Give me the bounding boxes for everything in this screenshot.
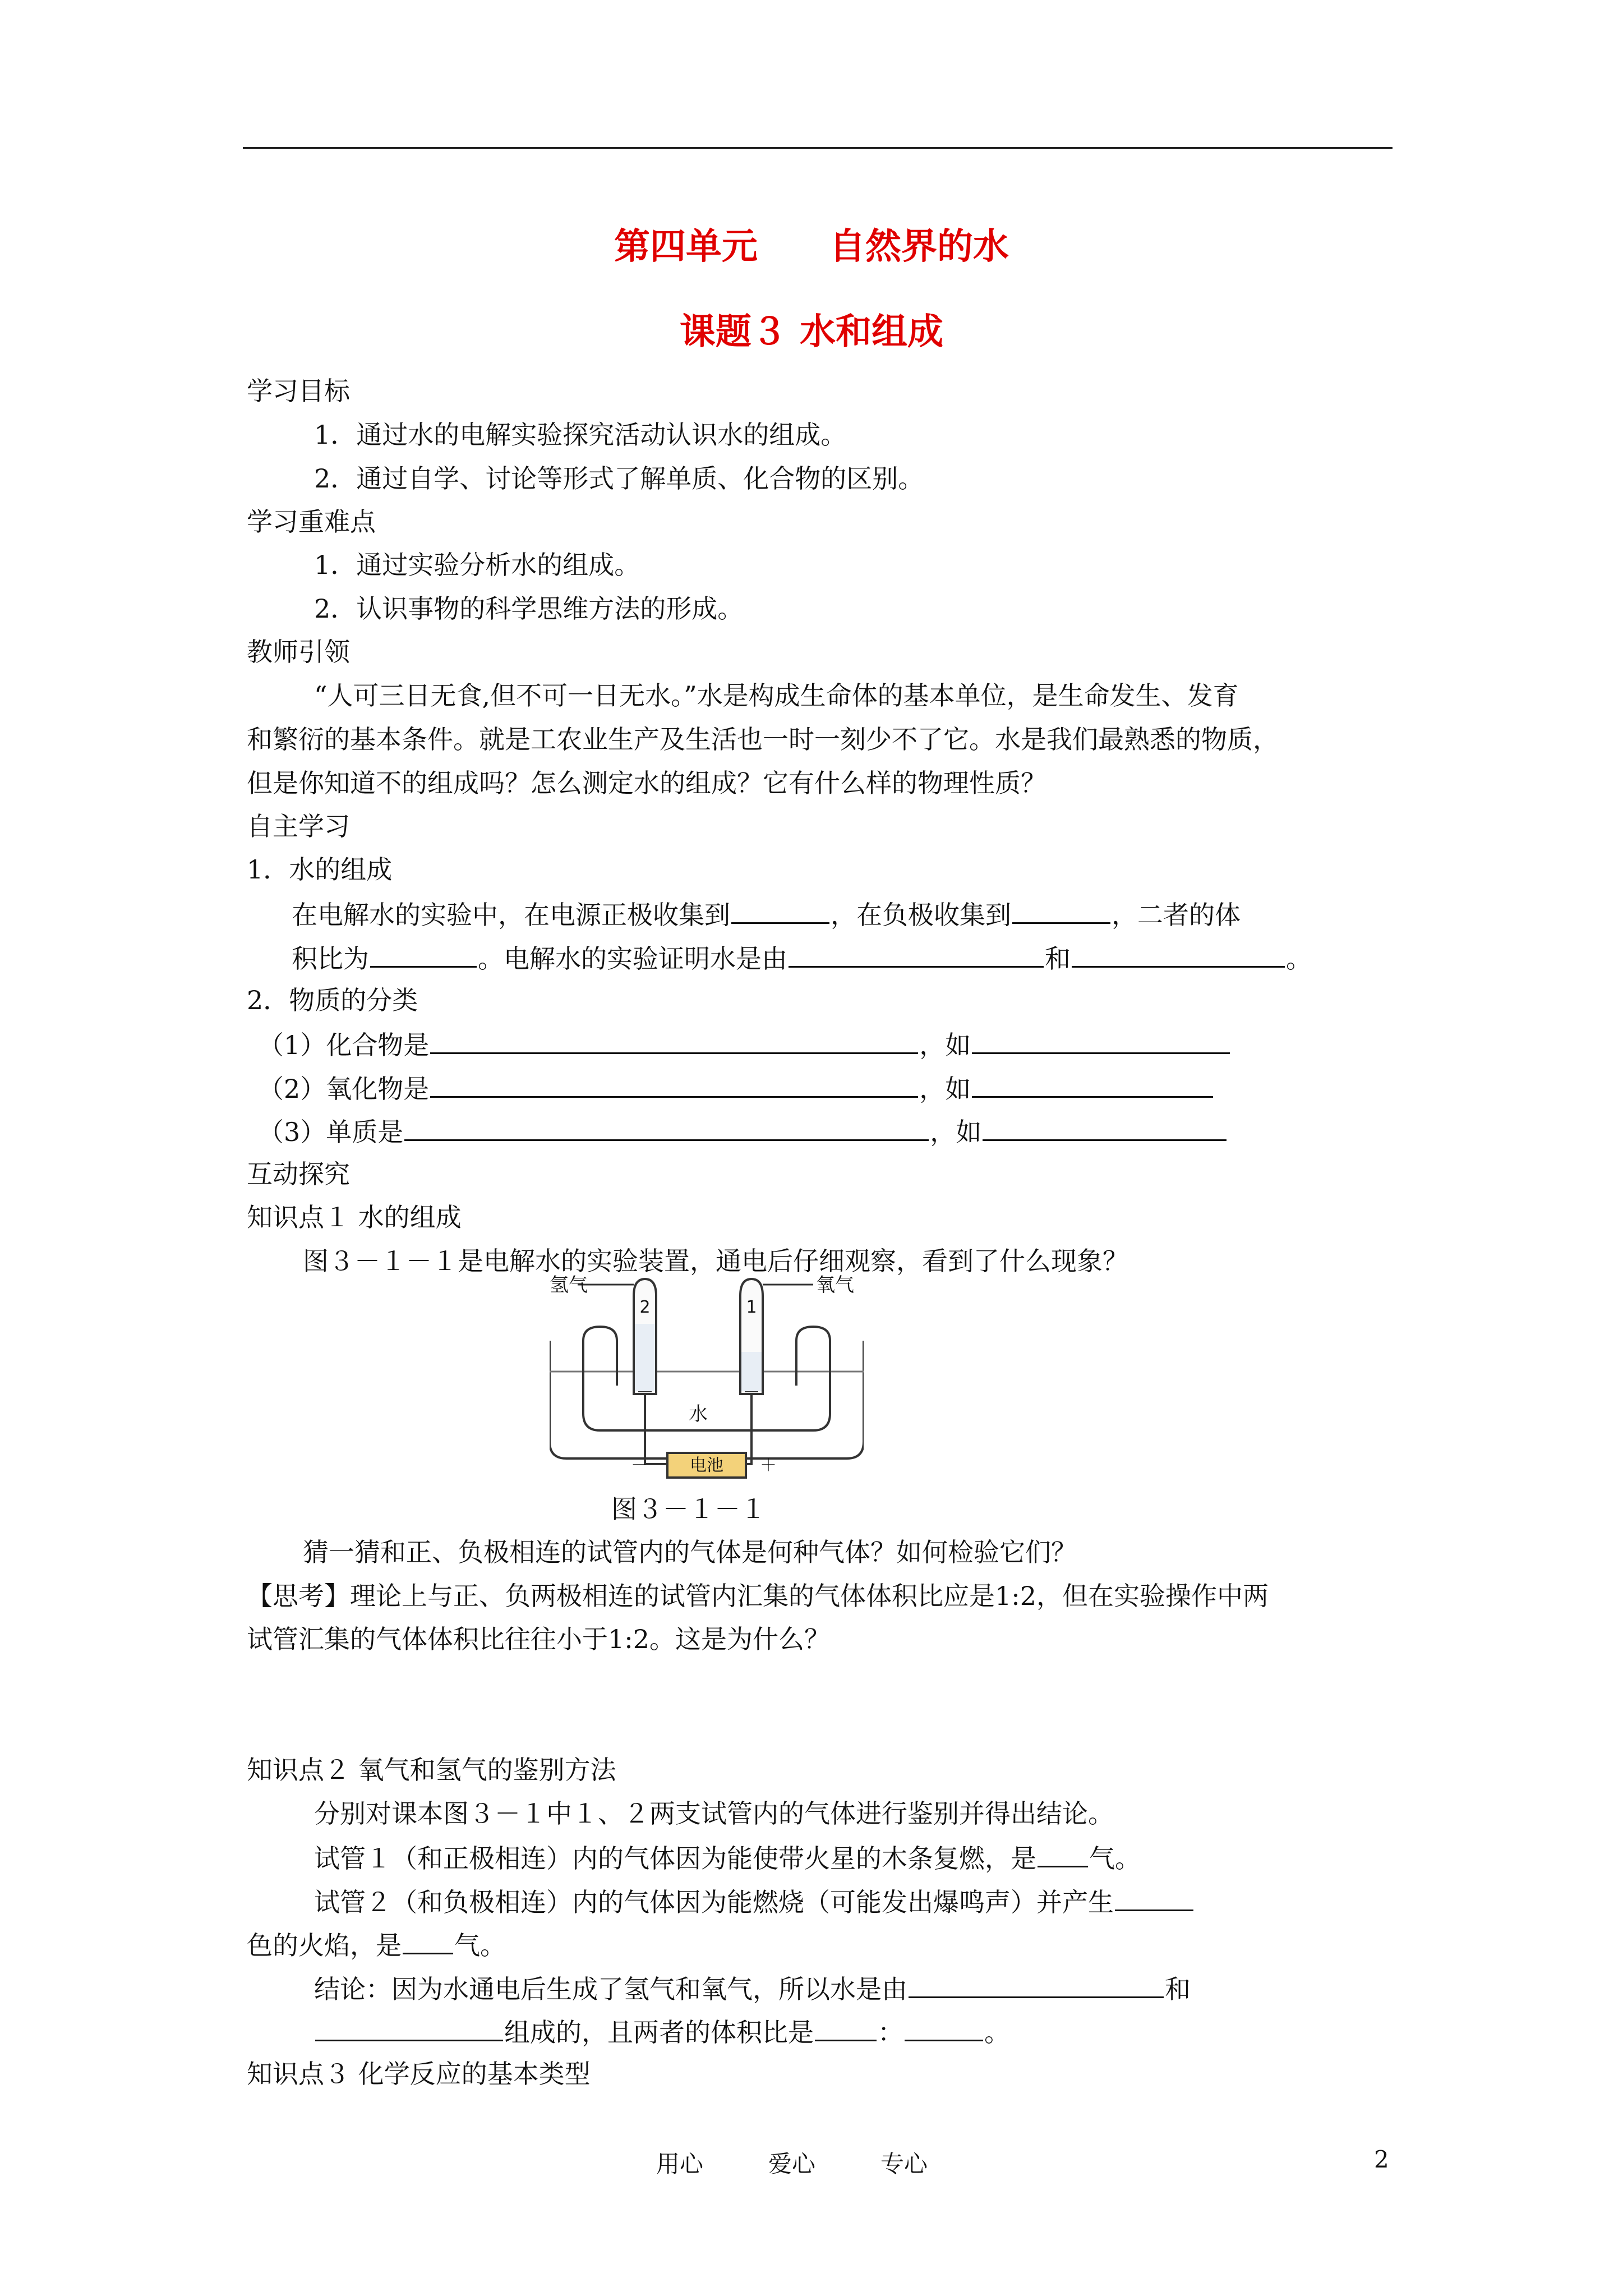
fill-line [258, 1027, 1231, 1062]
knowledge-point-1-title: 知识点１ 水的组成 [247, 1202, 462, 1232]
self-study-heading: 自主学习 [247, 811, 350, 841]
fill-line [314, 1884, 1195, 1919]
fill-text: ，二者的体 [1112, 900, 1241, 930]
answer-blank[interactable] [430, 1027, 918, 1054]
fill-line [258, 1114, 1228, 1149]
fill-text: ，如 [930, 1117, 982, 1147]
teacher-intro-line: “人可三日无食,但不可一日无水。”水是构成生命体的基本单位，是生命发生、发育 [314, 680, 1239, 711]
page-number: 2 [1374, 2146, 1389, 2173]
fill-text: 气。 [454, 1930, 506, 1961]
teacher-intro-line: 和繁衍的基本条件。就是工农业生产及生活也一时一刻少不了它。水是我们最熟悉的物质， [247, 724, 1279, 754]
fill-text: 气。 [1089, 1843, 1141, 1874]
footer-word: 爱心 [768, 2150, 816, 2178]
fill-text: ，如 [919, 1030, 971, 1060]
answer-blank[interactable] [972, 1070, 1213, 1098]
answer-blank[interactable] [905, 2014, 983, 2041]
answer-blank[interactable] [404, 1114, 929, 1141]
footer-word: 专心 [880, 2150, 928, 2178]
fill-text: 试管１（和正极相连）内的气体因为能使带火星的木条复燃，是 [314, 1843, 1036, 1874]
fill-text: 和 [1165, 1974, 1191, 2004]
answer-blank[interactable] [731, 896, 829, 924]
answer-blank[interactable] [909, 1971, 1164, 1998]
fill-text: 积比为 [292, 944, 369, 974]
fill-text: 。电解水的实验证明水是由 [478, 944, 787, 974]
interactive-heading: 互动探究 [247, 1159, 350, 1189]
knowledge-point-2-title: 知识点２ 氧气和氢气的鉴别方法 [247, 1755, 616, 1785]
guess-question: 猜一猜和正、负极相连的试管内的气体是何种气体？如何检验它们？ [303, 1537, 1077, 1567]
fill-text: 和 [1045, 944, 1071, 974]
footer-word: 用心 [656, 2150, 704, 2178]
tube-1-label: 1 [746, 1297, 757, 1317]
fill-line [292, 940, 1312, 976]
answer-blank[interactable] [789, 940, 1044, 968]
tube-2-label: 2 [639, 1297, 651, 1317]
fill-line [314, 1840, 1141, 1875]
fill-line [258, 1070, 1214, 1106]
answer-blank[interactable] [1115, 1884, 1193, 1911]
answer-blank[interactable] [1038, 1840, 1088, 1867]
minus-label: － [631, 1456, 648, 1475]
answer-blank[interactable] [972, 1027, 1230, 1054]
fill-text: （1）化合物是 [258, 1030, 430, 1060]
electrolysis-apparatus-figure [550, 1273, 864, 1481]
knowledge-point-2-text: 分别对课本图３－１中１、２两支试管内的气体进行鉴别并得出结论。 [314, 1798, 1114, 1829]
fill-text: 在电解水的实验中，在电源正极收集到 [292, 900, 730, 930]
think-question: 试管汇集的气体体积比往往小于1:2。这是为什么？ [247, 1624, 831, 1654]
header-rule [243, 147, 1393, 149]
section-water-composition: 1．水的组成 [247, 854, 393, 885]
fill-text: 。 [1286, 944, 1312, 974]
teacher-intro-heading: 教师引领 [247, 637, 350, 667]
fill-text: 。 [984, 2017, 1010, 2047]
water-label: 水 [689, 1403, 708, 1425]
fill-line [314, 2014, 1010, 2049]
fill-text: 色的火焰，是 [247, 1930, 402, 1961]
knowledge-point-1-text: 图３－１－１是电解水的实验装置，通电后仔细观察，看到了什么现象？ [303, 1246, 1128, 1276]
fill-text: ，在负极收集到 [831, 900, 1011, 930]
section-classification: 2．物质的分类 [247, 985, 418, 1015]
think-question: 【思考】理论上与正、负两极相连的试管内汇集的气体体积比应是1:2，但在实验操作中两 [247, 1581, 1269, 1611]
answer-blank[interactable] [403, 1927, 453, 1954]
battery-label: 电池 [690, 1456, 723, 1475]
answer-blank[interactable] [983, 1114, 1227, 1141]
answer-blank[interactable] [815, 2014, 877, 2041]
fill-line [247, 1927, 506, 1962]
fill-text: （3）单质是 [258, 1117, 404, 1147]
key-point-item: 2．认识事物的科学思维方法的形成。 [314, 593, 744, 624]
plus-label: ＋ [760, 1456, 777, 1475]
objective-item: 2．通过自学、讨论等形式了解单质、化合物的区别。 [314, 463, 924, 494]
answer-blank[interactable] [430, 1070, 918, 1098]
figure-caption: 图３－１－１ [611, 1494, 766, 1524]
fill-text: 结论：因为水通电后生成了氢气和氧气，所以水是由 [314, 1974, 907, 2004]
answer-blank[interactable] [1072, 940, 1285, 968]
unit-title: 第四单元 自然界的水 [614, 226, 1009, 268]
hydrogen-label: 氢气 [550, 1274, 588, 1296]
answer-blank[interactable] [370, 940, 477, 968]
key-point-item: 1．通过实验分析水的组成。 [314, 550, 640, 580]
answer-blank[interactable] [1012, 896, 1110, 924]
fill-line [292, 896, 1241, 932]
oxygen-label: 氧气 [816, 1274, 854, 1296]
objectives-heading: 学习目标 [247, 376, 350, 406]
fill-text: （2）氧化物是 [258, 1074, 430, 1104]
answer-blank[interactable] [315, 2014, 503, 2041]
objective-item: 1．通过水的电解实验探究活动认识水的组成。 [314, 420, 847, 450]
lesson-title: 课题３ 水和组成 [679, 311, 944, 353]
fill-text: ，如 [919, 1074, 971, 1104]
key-points-heading: 学习重难点 [247, 507, 376, 537]
teacher-intro-line: 但是你知道不的组成吗？怎么测定水的组成？它有什么样的物理性质？ [247, 768, 1046, 798]
fill-text: 组成的，且两者的体积比是 [504, 2017, 814, 2047]
fill-line [314, 1971, 1191, 2006]
fill-text: ： [878, 2017, 903, 2047]
fill-text: 试管２（和负极相连）内的气体因为能燃烧（可能发出爆鸣声）并产生 [314, 1887, 1114, 1917]
knowledge-point-3-title: 知识点３ 化学反应的基本类型 [247, 2059, 591, 2089]
